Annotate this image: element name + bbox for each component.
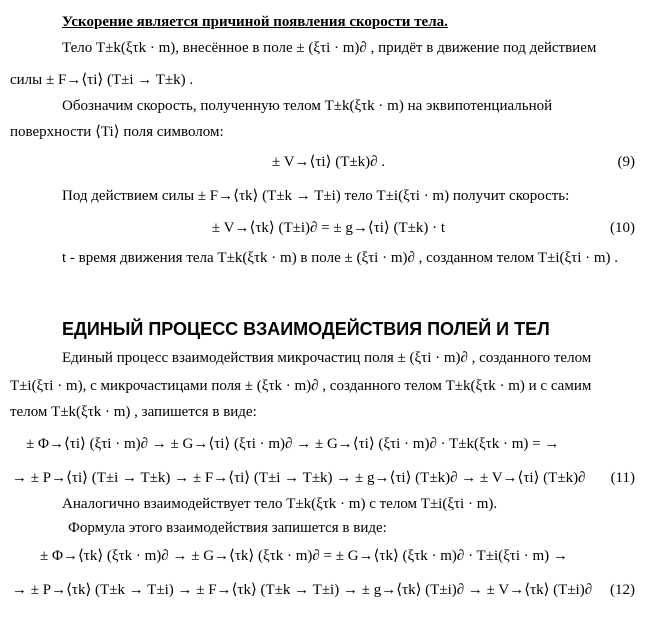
equation-number: (11) — [610, 470, 635, 486]
equation-number: (9) — [617, 154, 635, 170]
paragraph-line: Под действием силы ± F→⟨τk⟩ (T±k → T±i) тело T±i(ξτi · m) получит скорость: — [62, 188, 570, 204]
equation-11-line-1: ± Φ→⟨τi⟩ (ξτi · m)∂ → ± G→⟨τi⟩ (ξτi · m)∂ → ± G→⟨τi⟩ (ξτi · m)∂ · T±k(ξτk · m) = → — [26, 436, 560, 452]
equation-10: ± V→⟨τk⟩ (T±i)∂ = ± g→⟨τi⟩ (T±k) · t — [211, 220, 446, 236]
section-heading-acceleration: Ускорение является причиной появления скорости тела. — [62, 14, 448, 30]
paragraph-line: Аналогично взаимодействует тело T±k(ξτk · m) с телом T±i(ξτi · m). — [62, 496, 498, 512]
equation-12-line-2: → ± P→⟨τk⟩ (T±k → T±i) → ± F→⟨τk⟩ (T±k → T±i) → ± g→⟨τk⟩ (T±i)∂ → ± V→⟨τk⟩ (T±i)∂ — [12, 582, 593, 598]
equation-9: ± V→⟨τi⟩ (T±k)∂ . — [272, 154, 385, 170]
paragraph-line: поверхности ⟨Ti⟩ поля символом: — [10, 124, 224, 140]
paragraph-line: силы ± F→⟨τi⟩ (T±i → T±k) . — [10, 72, 194, 88]
equation-11-line-2: → ± P→⟨τi⟩ (T±i → T±k) → ± F→⟨τi⟩ (T±i → T±k) → ± g→⟨τi⟩ (T±k)∂ → ± V→⟨τi⟩ (T±k)∂ — [12, 470, 586, 486]
equation-number: (10) — [610, 220, 635, 236]
paragraph-line: телом T±k(ξτk · m) , запишется в виде: — [10, 404, 257, 420]
paragraph-line: Формула этого взаимодействия запишется в виде: — [68, 520, 387, 536]
paragraph-line: T±i(ξτi · m), с микрочастицами поля ± (ξτk · m)∂ , созданного телом T±k(ξτk · m) и с самим — [10, 378, 592, 394]
paragraph-line: Единый процесс взаимодействия микрочастиц поля ± (ξτi · m)∂ , созданного телом — [62, 350, 592, 366]
paragraph-line: t - время движения тела T±k(ξτk · m) в поле ± (ξτi · m)∂ , созданном телом T±i(ξτi · m) . — [62, 250, 619, 266]
equation-number: (12) — [610, 582, 635, 598]
equation-12-line-1: ± Φ→⟨τk⟩ (ξτk · m)∂ → ± G→⟨τk⟩ (ξτk · m)∂ = ± G→⟨τk⟩ (ξτk · m)∂ · T±i(ξτi · m) → — [40, 548, 568, 564]
paragraph-line: Обозначим скорость, полученную телом T±k(ξτk · m) на эквипотенциальной — [62, 98, 553, 114]
section-heading-unified-process: ЕДИНЫЙ ПРОЦЕСС ВЗАИМОДЕЙСТВИЯ ПОЛЕЙ И ТЕЛ — [62, 319, 550, 339]
paragraph-line: Тело T±k(ξτk · m), внесённое в поле ± (ξτi · m)∂ , придёт в движение под действием — [62, 40, 597, 56]
